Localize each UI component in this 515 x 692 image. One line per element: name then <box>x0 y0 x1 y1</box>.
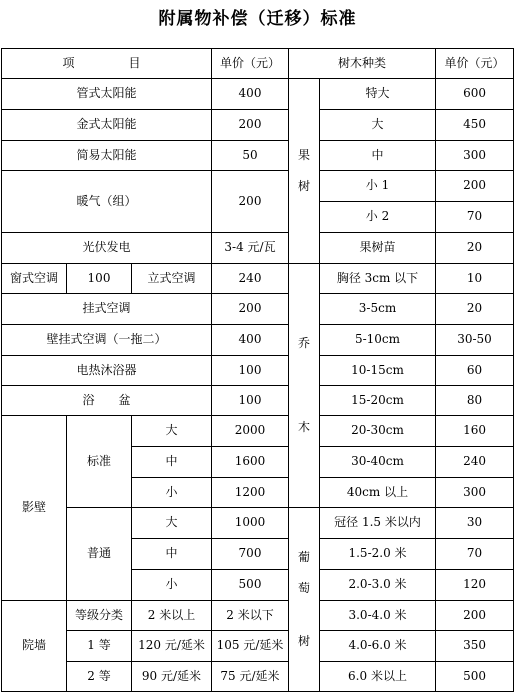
item-price: 200 <box>212 110 289 141</box>
wall-height-below: 2 米以下 <box>212 601 289 631</box>
tree-name: 40cm 以上 <box>320 478 436 508</box>
item-name: 立式空调 <box>132 264 212 294</box>
tree-price: 30-50 <box>436 325 514 356</box>
item-name: 挂式空调 <box>2 294 212 325</box>
item-name: 浴 盆 <box>2 386 212 416</box>
tree-price: 80 <box>436 386 514 416</box>
table-row <box>2 356 514 386</box>
tree-name: 小 2 <box>320 202 436 233</box>
item-price: 240 <box>212 264 289 294</box>
table-row <box>2 110 514 141</box>
tree-name: 5-10cm <box>320 325 436 356</box>
item-price: 200 <box>212 294 289 325</box>
table-row <box>2 264 514 294</box>
item-name: 管式太阳能 <box>2 79 212 110</box>
tree-name: 10-15cm <box>320 356 436 386</box>
item-price: 200 <box>212 171 289 233</box>
category-char: 萄 <box>297 580 310 595</box>
table-row <box>2 601 514 631</box>
tree-price: 200 <box>436 171 514 202</box>
size-label: 大 <box>132 416 212 447</box>
table-row <box>2 171 514 202</box>
tree-price: 160 <box>436 416 514 447</box>
category-char: 乔 <box>297 336 310 351</box>
item-name: 壁挂式空调（一拖二） <box>2 325 212 356</box>
table-row <box>2 233 514 264</box>
header-price-left: 单价（元） <box>212 49 289 79</box>
item-price: 500 <box>212 570 289 601</box>
size-label: 中 <box>132 447 212 478</box>
header-price-right: 单价（元） <box>436 49 514 79</box>
table-row <box>2 508 514 539</box>
size-label: 大 <box>132 508 212 539</box>
category-char: 果 <box>297 147 310 162</box>
item-name: 简易太阳能 <box>2 141 212 171</box>
tree-price: 300 <box>436 141 514 171</box>
item-price: 1200 <box>212 478 289 508</box>
wall-grade-header: 等级分类 <box>67 601 132 631</box>
tree-price: 300 <box>436 478 514 508</box>
category-char: 树 <box>297 179 310 193</box>
table-row <box>2 79 514 110</box>
tree-price: 30 <box>436 508 514 539</box>
size-label: 中 <box>132 539 212 570</box>
tree-name: 30-40cm <box>320 447 436 478</box>
tree-name: 胸径 3cm 以下 <box>320 264 436 294</box>
size-label: 小 <box>132 478 212 508</box>
tree-name: 特大 <box>320 79 436 110</box>
tree-price: 600 <box>436 79 514 110</box>
tree-price: 500 <box>436 662 514 692</box>
tree-name: 中 <box>320 141 436 171</box>
table-row <box>2 416 514 447</box>
item-name: 暖气（组） <box>2 171 212 233</box>
table-row <box>2 386 514 416</box>
item-price: 75 元/延米 <box>212 662 289 692</box>
tree-name: 大 <box>320 110 436 141</box>
tree-name: 冠径 1.5 米以内 <box>320 508 436 539</box>
tree-name: 4.0-6.0 米 <box>320 631 436 662</box>
size-label: 小 <box>132 570 212 601</box>
wall-grade: 1 等 <box>67 631 132 662</box>
item-price: 120 元/延米 <box>132 631 212 662</box>
tree-price: 70 <box>436 202 514 233</box>
tree-price: 20 <box>436 233 514 264</box>
tree-name: 2.0-3.0 米 <box>320 570 436 601</box>
compensation-table <box>1 48 514 692</box>
item-price: 400 <box>212 79 289 110</box>
tree-price: 20 <box>436 294 514 325</box>
category-char: 葡 <box>297 549 310 564</box>
table-row <box>2 141 514 171</box>
tree-price: 10 <box>436 264 514 294</box>
header-item: 项 目 <box>2 49 212 79</box>
tree-name: 6.0 米以上 <box>320 662 436 692</box>
table-row <box>2 325 514 356</box>
tree-category-label <box>289 264 320 508</box>
tree-price: 200 <box>436 601 514 631</box>
item-price: 2000 <box>212 416 289 447</box>
table-row <box>2 631 514 662</box>
tree-price: 60 <box>436 356 514 386</box>
item-price: 700 <box>212 539 289 570</box>
item-name: 电热沐浴器 <box>2 356 212 386</box>
item-price: 1000 <box>212 508 289 539</box>
tree-name: 果树苗 <box>320 233 436 264</box>
item-name: 金式太阳能 <box>2 110 212 141</box>
tree-name: 小 1 <box>320 171 436 202</box>
tree-price: 450 <box>436 110 514 141</box>
category-char: 木 <box>297 419 310 434</box>
tree-price: 240 <box>436 447 514 478</box>
item-price: 100 <box>67 264 132 294</box>
item-price: 1600 <box>212 447 289 478</box>
item-price: 90 元/延米 <box>132 662 212 692</box>
item-name: 窗式空调 <box>2 264 67 294</box>
tree-price: 70 <box>436 539 514 570</box>
item-price: 50 <box>212 141 289 171</box>
category-char: 树 <box>297 634 310 649</box>
tree-price: 350 <box>436 631 514 662</box>
grape-category-label <box>289 508 320 692</box>
wall-grade: 2 等 <box>67 662 132 692</box>
tree-name: 15-20cm <box>320 386 436 416</box>
fruit-category-label <box>289 79 320 264</box>
screen-wall-label: 影壁 <box>2 416 67 601</box>
wall-height-above: 2 米以上 <box>132 601 212 631</box>
screen-standard-label: 标准 <box>67 416 132 508</box>
screen-ordinary-label: 普通 <box>67 508 132 601</box>
table-header-row <box>2 49 514 79</box>
table-row <box>2 294 514 325</box>
item-price: 3-4 元/瓦 <box>212 233 289 264</box>
tree-name: 20-30cm <box>320 416 436 447</box>
tree-name: 3-5cm <box>320 294 436 325</box>
item-price: 100 <box>212 356 289 386</box>
tree-name: 1.5-2.0 米 <box>320 539 436 570</box>
item-name: 光伏发电 <box>2 233 212 264</box>
tree-price: 120 <box>436 570 514 601</box>
document-title: 附属物补偿（迁移）标准 <box>158 9 357 29</box>
table-row <box>2 662 514 692</box>
header-tree-type: 树木种类 <box>289 49 436 79</box>
item-price: 400 <box>212 325 289 356</box>
tree-name: 3.0-4.0 米 <box>320 601 436 631</box>
courtyard-wall-label: 院墙 <box>2 601 67 692</box>
item-price: 105 元/延米 <box>212 631 289 662</box>
item-price: 100 <box>212 386 289 416</box>
